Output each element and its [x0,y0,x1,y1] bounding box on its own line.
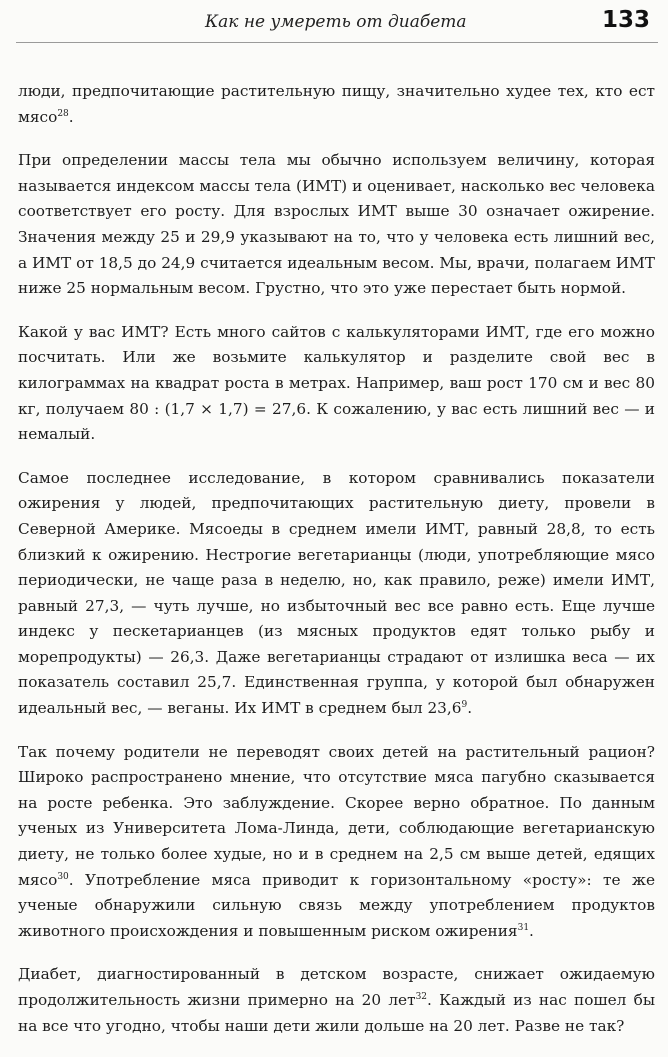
paragraph-5 [18,740,655,945]
text-segment: . Употребление мяса приводит к горизонтальному «росту»: те же ученые обнаружили сильную связь между употреблением продуктов животного происхождения и повышенным риском ожирения [18,870,655,940]
text-segment: . [529,921,534,940]
text-segment: Диабет, диагностированный в детском возрасте, снижает ожидаемую продолжительность жизни примерно на 20 лет [18,965,655,1009]
paragraph-4 [18,466,655,722]
running-title: Как не умереть от диабета [205,12,467,32]
text-segment: . [68,107,74,126]
footnote-ref: 31 [517,922,530,933]
text-segment: Самое последнее исследование, в котором сравнивались показатели ожирения у людей, предпочитающих растительную диету, провели в Северной Америке. Мясоеды в среднем имели ИМТ, равный 28,8, то есть близкий к ожирению. Нестрогие вегетарианцы (люди, употребляющие мясо периодически, не чаще раза в неделю, но, как правило, реже) имели ИМТ, равный 27,3, — чуть лучше, но избыточный вес все равно есть. Еще лучше индекс у пескетарианцев (из мясных продуктов едят только рыбу и морепродукты) — 26,3. Даже вегетарианцы страдают от излишка веса — их показатель составил 25,7. Единственная группа, у которой был обнаружен идеальный вес, — веганы. Их ИМТ в среднем был 23,6 [18,468,655,718]
footnote-ref: 9 [461,700,468,711]
paragraph-6 [18,962,655,1039]
body-text [18,79,655,1057]
page-number: 133 [601,7,650,33]
footnote-ref: 30 [57,871,69,882]
paragraph-2 [18,148,655,302]
text-segment: При определении массы тела мы обычно используем величину, которая называется индексом массы тела (ИМТ) и оценивает, насколько вес человека соответствует его росту. Для взрослых ИМТ выше 30 означает ожирение. Значения между 25 и 29,9 указывают на то, что у человека есть лишний вес, а ИМТ от 18,5 до 24,9 считается идеальным весом. Мы, врачи, полагаем ИМТ ниже 25 нормальным весом. Грустно, что это уже перестает быть нормой. [18,151,655,298]
text-segment: Так почему родители не переводят своих детей на растительный рацион? Широко распространено мнение, что отсутствие мяса пагубно сказывается на росте ребенка. Это заблуждение. Скорее верно обратное. По данным ученых из Университета Лома-Линда, дети, соблюдающие вегетарианскую диету, не только более худые, но и в среднем на 2,5 см выше детей, едящих мясо [18,742,655,889]
paragraph-1 [18,79,655,130]
text-segment: . Каждый из нас пошел бы на все что угодно, чтобы наши дети жили дольше на 20 лет. Разве не так? [18,991,656,1035]
header-divider [16,42,658,43]
text-segment: люди, предпочитающие растительную пищу, значительно худее тех, кто ест мясо [18,82,655,126]
text-segment: . [467,699,473,718]
page-header [0,0,668,46]
footnote-ref: 28 [57,108,69,119]
paragraph-3 [18,320,655,448]
text-segment: Какой у вас ИМТ? Есть много сайтов с калькуляторами ИМТ, где его можно посчитать. Или же возьмите калькулятор и разделите свой вес в килограммах на квадрат роста в метрах. Например, ваш рост 170 см и вес 80 кг, получаем 80 : (1,7 × 1,7) = 27,6. К сожалению, у вас есть лишний вес — и немалый. [18,322,655,444]
footnote-ref: 32 [415,992,428,1002]
